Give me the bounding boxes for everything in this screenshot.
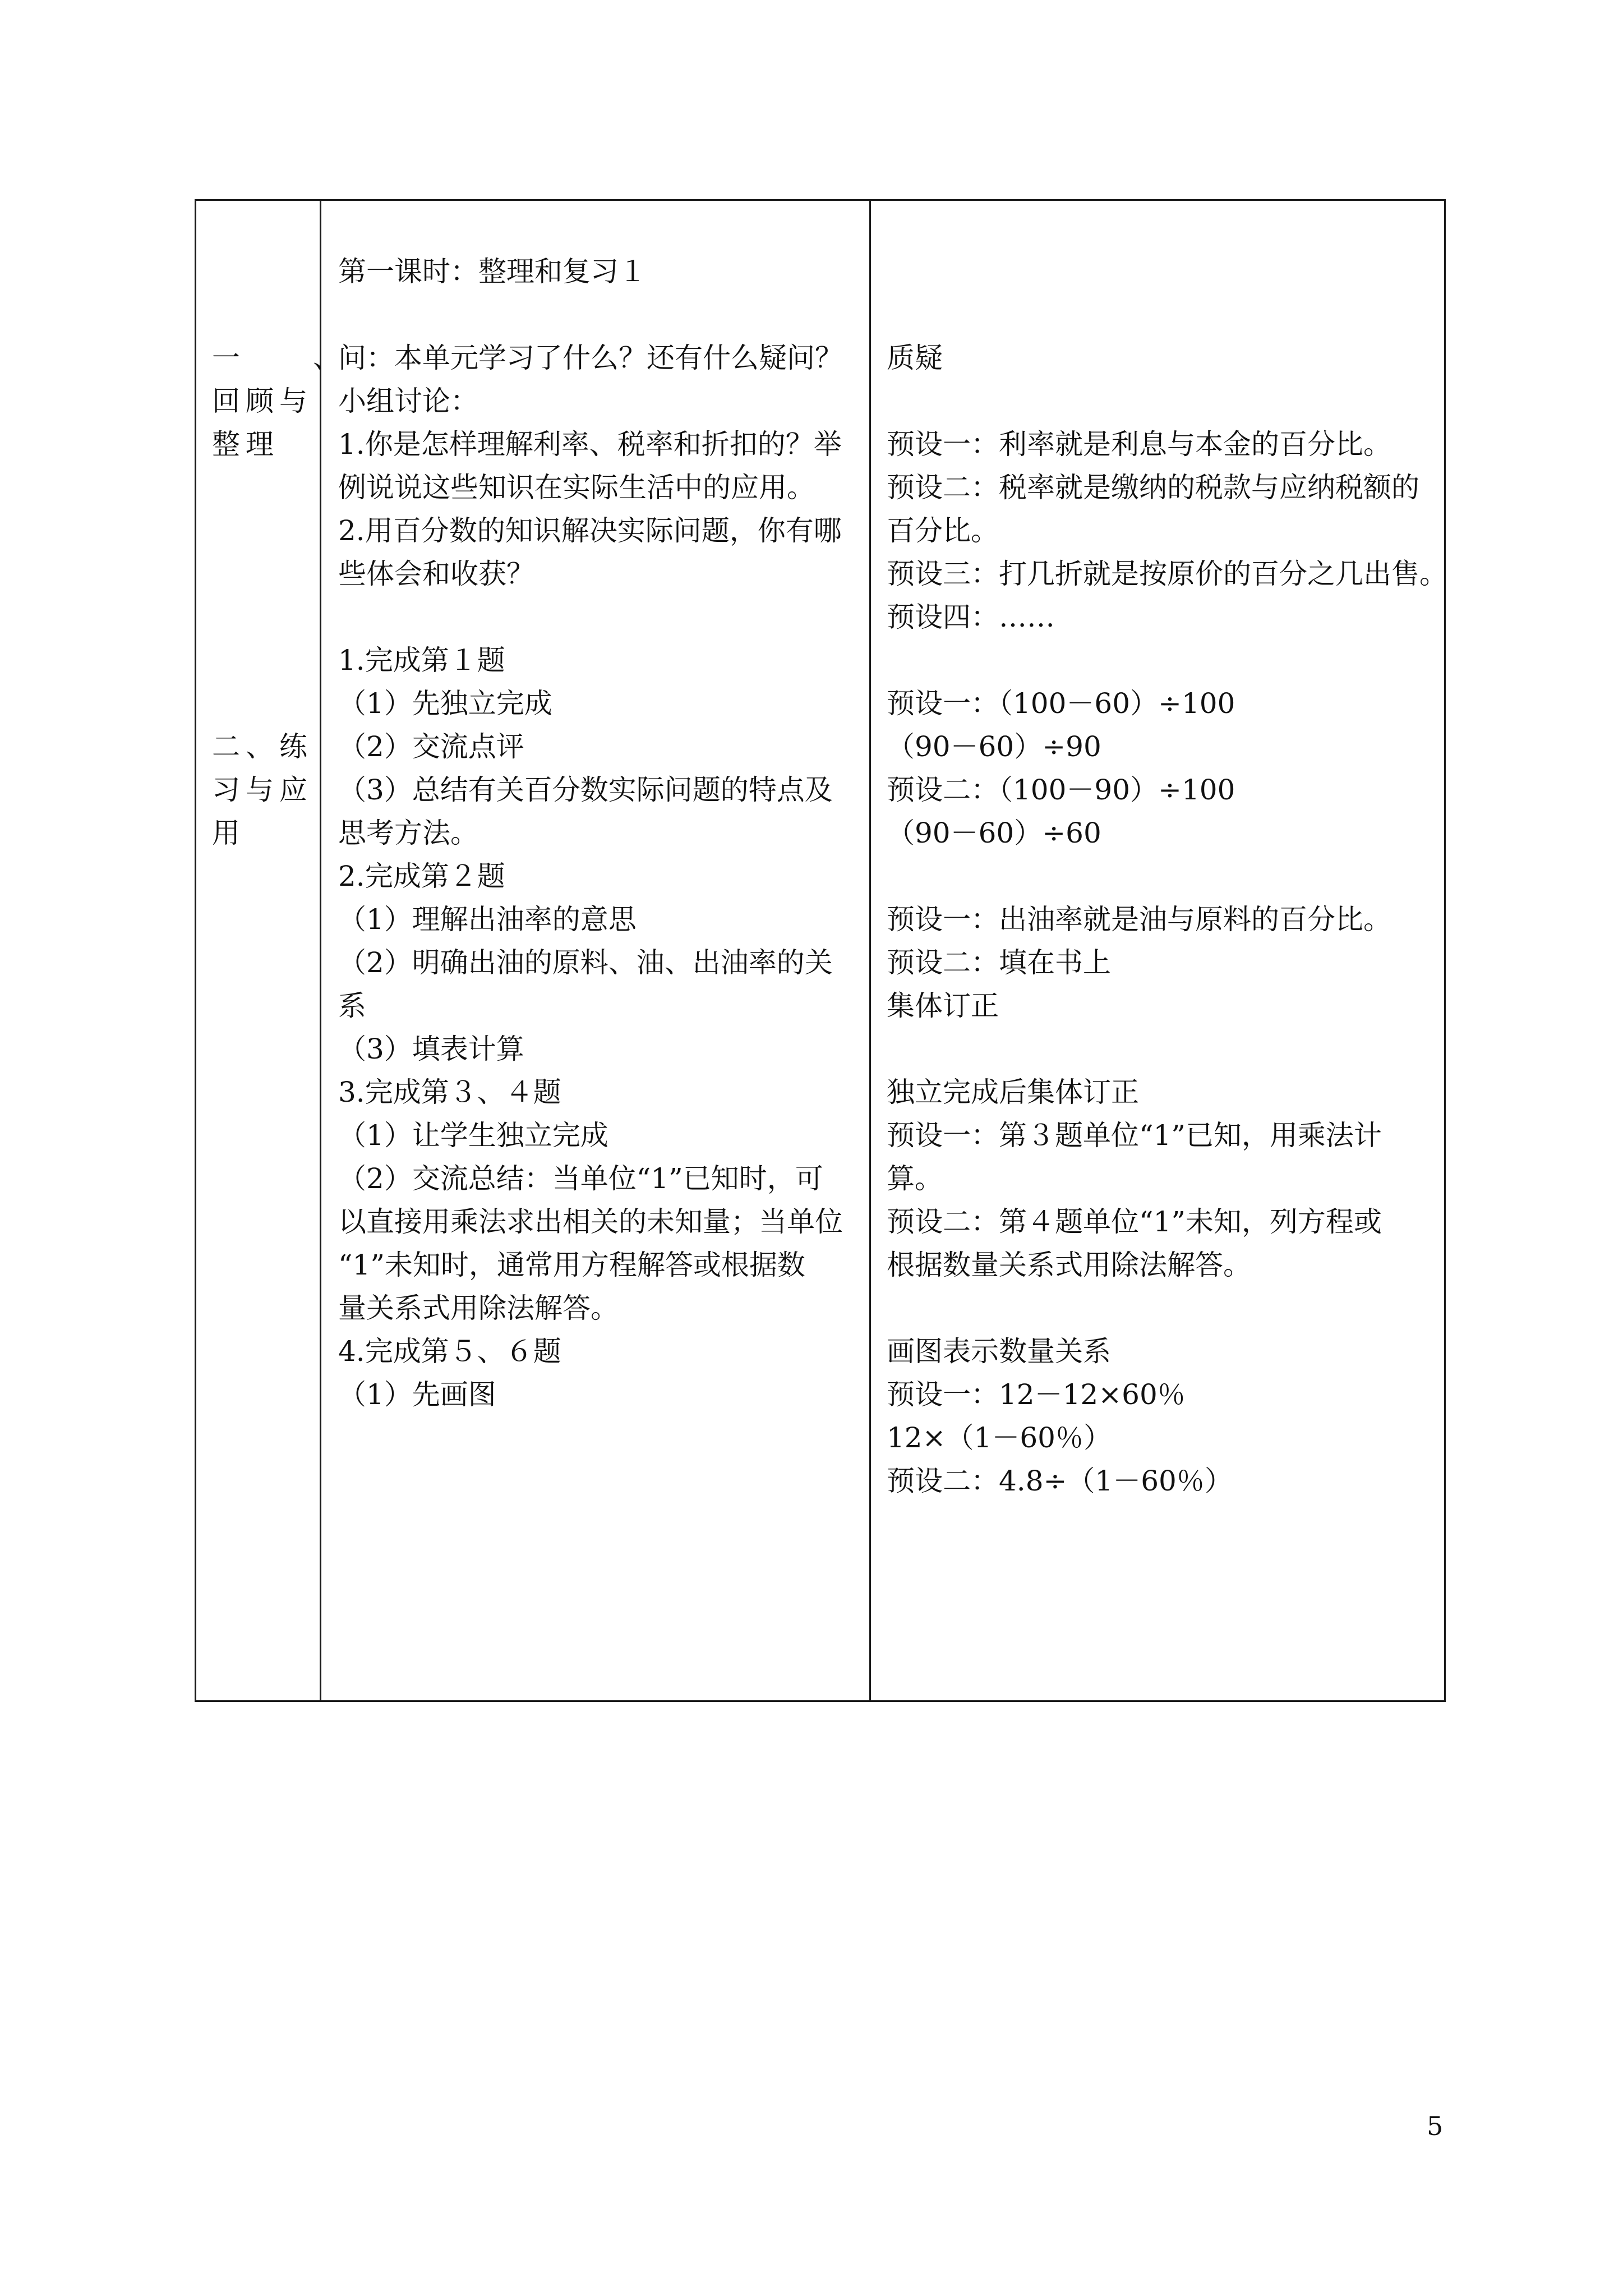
teacher-practice-line: 系 [338,990,366,1022]
stage-1-line-1: 一 、 [212,342,347,374]
lesson-plan-table [195,199,1446,1702]
student-practice-line: 预设二：第４题单位“1”未知，列方程或 [887,1205,1382,1238]
teacher-practice-line: “1”未知时，通常用方程解答或根据数 [338,1249,805,1281]
teacher-practice-line: （1）理解出油率的意思 [338,903,637,936]
student-review-line: 质疑 [887,342,943,374]
student-review-line: 预设二：税率就是缴纳的税款与应纳税额的 [887,471,1419,504]
student-review-line: 预设一：利率就是利息与本金的百分比。 [887,428,1391,461]
teacher-review-line: 小组讨论： [338,385,478,417]
student-practice-line [887,1287,1432,1330]
student-activity-column [870,200,1445,1701]
teacher-review-line: 些体会和收获？ [338,558,534,590]
student-review-line: 百分比。 [887,514,999,547]
teacher-activity-column [321,200,870,1701]
student-practice-line: 集体订正 [887,990,999,1022]
teacher-review-line: 例说说这些知识在实际生活中的应用。 [338,471,815,504]
lesson-title: 第一课时：整理和复习１ [338,255,647,288]
teacher-practice-line: 量关系式用除法解答。 [338,1292,619,1324]
teacher-practice-line: （2）交流总结：当单位“1”已知时，可 [338,1162,823,1195]
student-practice-line: 预设一：12－12×60％ [887,1378,1186,1411]
teacher-review-line: 2.用百分数的知识解决实际问题，你有哪 [338,514,842,547]
student-review-line [887,380,1432,423]
teacher-practice-line: （3）填表计算 [338,1033,524,1065]
stage-column [196,200,347,1701]
teacher-review-line: 问：本单元学习了什么？还有什么疑问？ [338,342,843,374]
teacher-practice-line: 4.完成第５、６题 [338,1335,561,1368]
teacher-review-line: 1.你是怎样理解利率、税率和折扣的？举 [338,428,842,461]
teacher-practice-line: （2）明确出油的原料、油、出油率的关 [338,946,833,979]
stage-2-line-3: 用 [212,817,246,849]
teacher-practice-line: 思考方法。 [338,817,478,849]
teacher-practice-line: （1）让学生独立完成 [338,1119,608,1152]
teacher-practice-line: 以直接用乘法求出相关的未知量；当单位 [338,1205,843,1238]
student-practice-line: （90－60）÷90 [887,730,1101,763]
student-practice-line: 算。 [887,1162,943,1195]
stage-2-line-2: 习与应 [212,774,313,806]
student-practice-line: 预设二：（100－90）÷100 [887,774,1235,806]
student-practice-line: 预设一：出油率就是油与原料的百分比。 [887,903,1391,936]
stage-1-line-3: 整理 [212,428,279,461]
student-practice-line [887,855,1432,898]
teacher-practice-line: （3）总结有关百分数实际问题的特点及 [338,774,833,806]
teacher-practice-line: 1.完成第１题 [338,644,505,677]
teacher-practice-line: （1）先独立完成 [338,687,552,720]
student-practice-line [887,1028,1432,1071]
student-practice-line: 根据数量关系式用除法解答。 [887,1249,1251,1281]
teacher-practice-line: （2）交流点评 [338,730,524,763]
teacher-practice-line: 2.完成第２题 [338,860,505,892]
student-practice-line: 预设一：第３题单位“1”已知，用乘法计 [887,1119,1382,1152]
student-practice-line: 独立完成后集体订正 [887,1076,1139,1108]
teacher-practice-line: （1）先画图 [338,1378,496,1411]
student-review-line: 预设四：…… [887,601,1055,633]
stage-1-line-2: 回顾与 [212,385,313,417]
page-number: 5 [1427,2111,1444,2141]
student-practice-line: 12×（1－60％） [887,1421,1112,1454]
student-practice-line: 画图表示数量关系 [887,1335,1111,1368]
student-practice-line: 预设二：填在书上 [887,946,1111,979]
stage-2-line-1: 二、练 [212,730,313,763]
student-review-line: 预设三：打几折就是按原价的百分之几出售。 [887,558,1447,590]
student-practice-line: 预设一：（100－60）÷100 [887,687,1235,720]
student-practice-line: 预设二：4.8÷（1－60％） [887,1465,1233,1497]
teacher-practice-line: 3.完成第３、４题 [338,1076,561,1108]
student-practice-line: （90－60）÷60 [887,817,1101,849]
